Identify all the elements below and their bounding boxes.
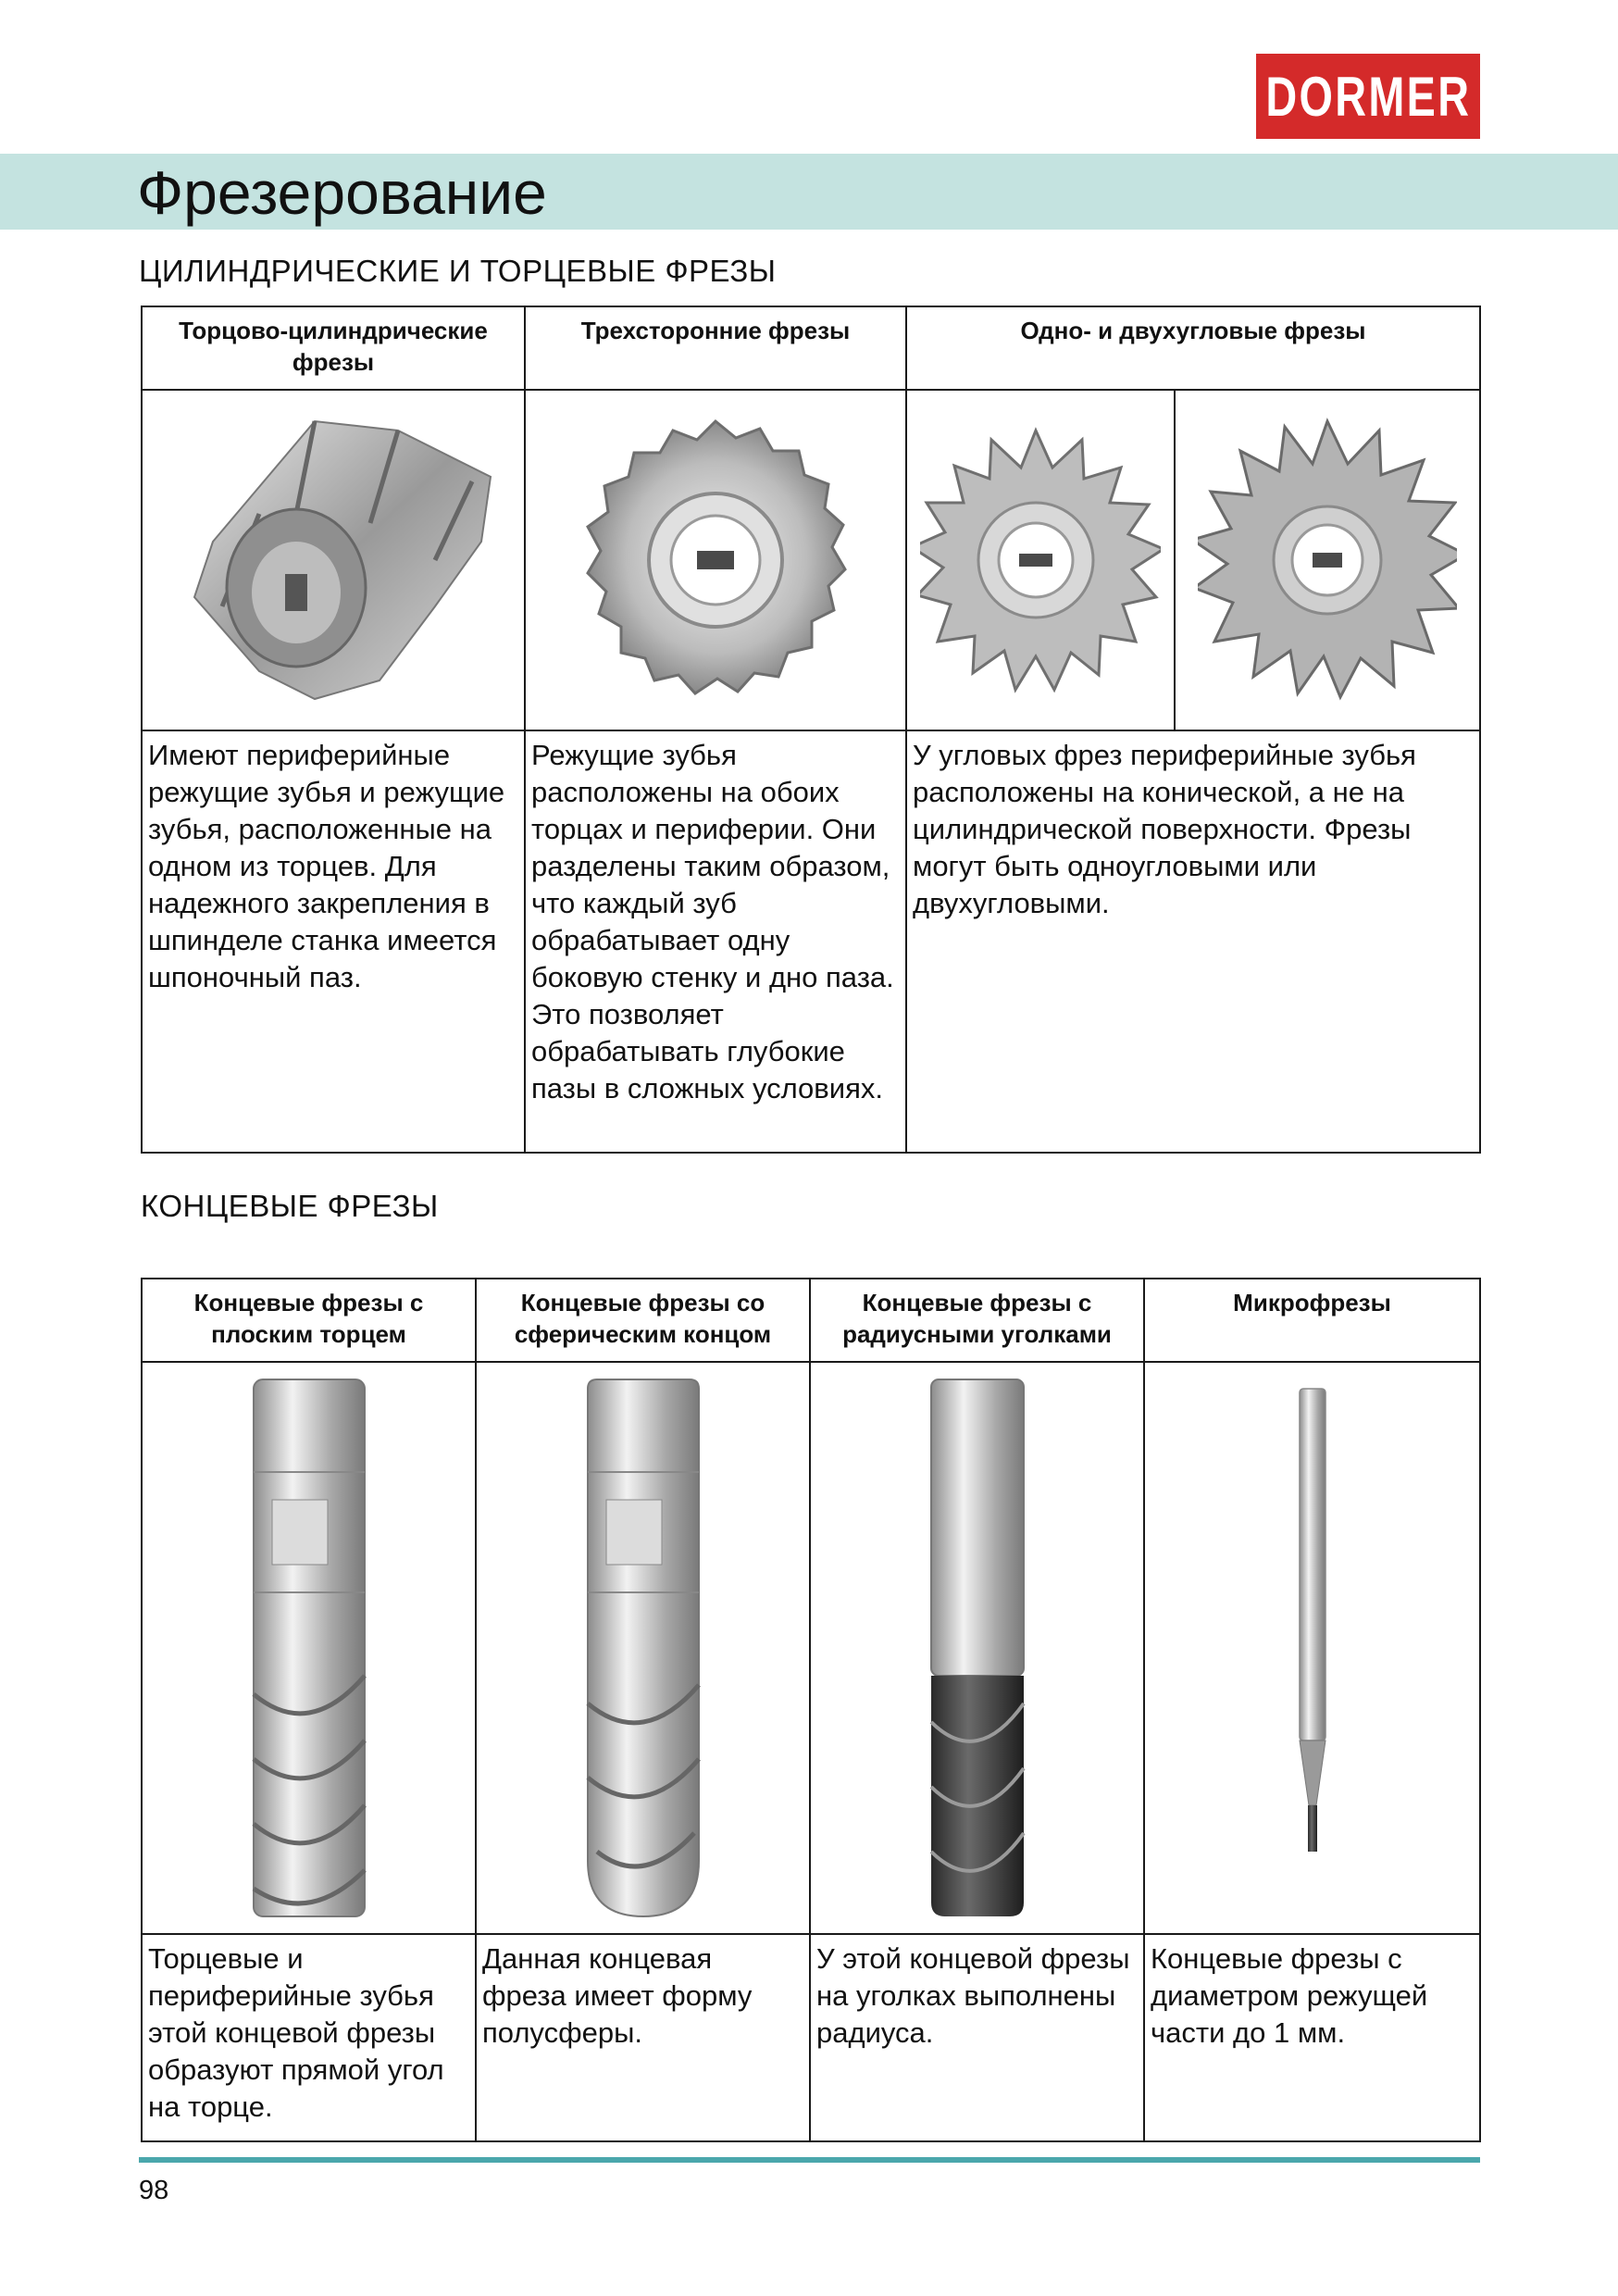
header-side-and-face: Трехсторонние фрезы: [525, 306, 906, 390]
desc-flat-end-mill: Торцевые и периферийные зубья этой концевой фрезы образуют прямой угол на торце.: [142, 1934, 476, 2141]
table-header-row: [142, 1279, 1480, 1362]
title-band: [0, 154, 1618, 230]
page-title: Фрезерование: [137, 158, 547, 227]
flat-end-mill-image: [142, 1362, 476, 1934]
header-micro-end-mill: Микрофрезы: [1144, 1279, 1480, 1362]
header-ball-nose-end-mill: Концевые фрезы со сферическим концом: [476, 1279, 810, 1362]
section2-heading: КОНЦЕВЫЕ ФРЕЗЫ: [141, 1189, 439, 1223]
table-description-row: [142, 730, 1480, 1153]
table-image-row: [142, 1362, 1480, 1934]
desc-micro-end-mill: Концевые фрезы с диаметром режущей части до 1 мм.: [1144, 1934, 1480, 2141]
shell-end-mill-cutter-image: [142, 390, 525, 730]
milling-cutters-table: [141, 306, 1481, 1154]
header-corner-radius-end-mill: Концевые фрезы с радиусными уголками: [810, 1279, 1144, 1362]
footer-rule: [139, 2157, 1480, 2163]
table-image-row: [142, 390, 1480, 730]
desc-angle-cutters: У угловых фрез периферийные зубья расположены на конической, а не на цилиндрической поверхности. Фрезы могут быть одноугловыми или двухугловыми.: [906, 730, 1480, 1153]
section1-heading: ЦИЛИНДРИЧЕСКИЕ И ТОРЦЕВЫЕ ФРЕЗЫ: [139, 254, 777, 288]
desc-ball-nose-end-mill: Данная концевая фреза имеет форму полусферы.: [476, 1934, 810, 2141]
logo-text: DORMER: [1264, 65, 1472, 128]
end-mills-table: [141, 1278, 1481, 2142]
header-angle-cutters: Одно- и двухугловые фрезы: [906, 306, 1480, 390]
table-description-row: [142, 1934, 1480, 2141]
header-flat-end-mill: Концевые фрезы с плоским торцем: [142, 1279, 476, 1362]
desc-corner-radius-end-mill: У этой концевой фрезы на уголках выполнены радиуса.: [810, 1934, 1144, 2141]
double-angle-cutter-image: [1175, 390, 1480, 730]
table-header-row: [142, 306, 1480, 390]
side-and-face-cutter-image: [525, 390, 906, 730]
single-angle-cutter-image: [906, 390, 1175, 730]
header-shell-end-mill: Торцово-цилиндрические фрезы: [142, 306, 525, 390]
micro-end-mill-image: [1144, 1362, 1480, 1934]
dormer-logo: [1256, 54, 1480, 139]
ball-nose-end-mill-image: [476, 1362, 810, 1934]
page-number: 98: [139, 2176, 169, 2205]
desc-side-and-face: Режущие зубья расположены на обоих торцах и периферии. Они разделены таким образом, что каждый зуб обрабатывает одну боковую стенку и дно паза. Это позволяет обрабатывать глубокие пазы в сложных условиях.: [525, 730, 906, 1153]
desc-shell-end-mill: Имеют периферийные режущие зубья и режущие зубья, расположенные на одном из торцев. Для надежного закрепления в шпинделе станка имеется шпоночный паз.: [142, 730, 525, 1153]
corner-radius-end-mill-image: [810, 1362, 1144, 1934]
